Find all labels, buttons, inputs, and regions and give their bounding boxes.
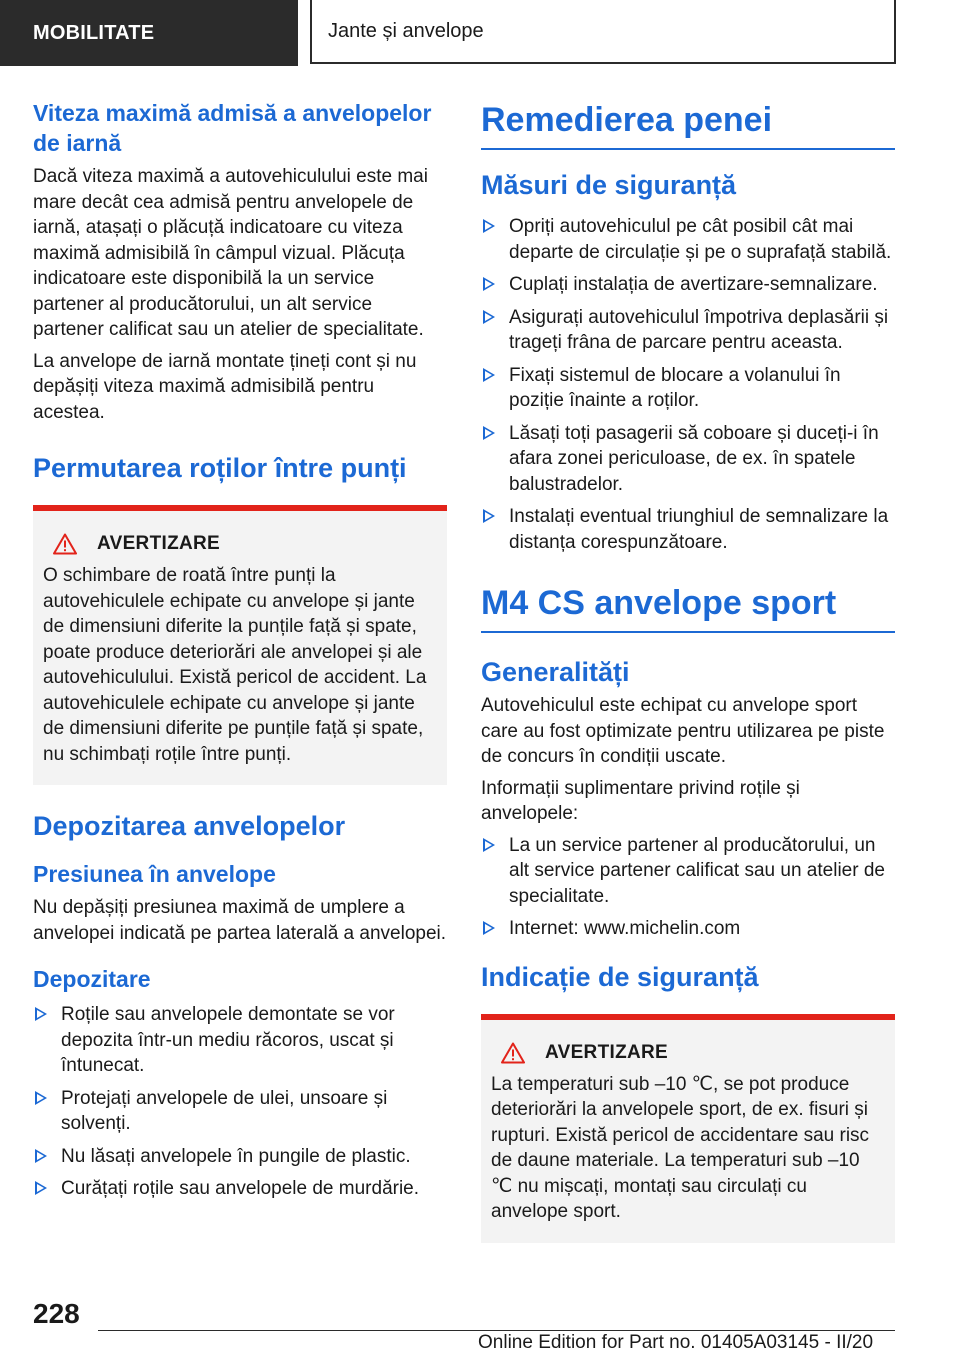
list-item: Internet: www.michelin.com <box>481 916 895 942</box>
list-item: Curățați roțile sau anvelopele de murdărie. <box>33 1176 447 1202</box>
header-section-label: MOBILITATE <box>33 21 155 44</box>
bullet-triangle-icon <box>483 838 495 852</box>
list-item: Fixați sistemul de blocare a volanului în poziție înainte a roților. <box>481 363 895 414</box>
winter-speed-paragraph-1: Dacă viteza maximă a autovehiculului este mai mare decât cea admisă pentru anvelopele de iarnă, atașați o plăcuță indicatoare cu viteza maximă admisibilă în câmpul vizual. Plăcuța indicatoare este disponibilă la un service partener al producătorului, un alt service partener calificat sau un atelier de specialitate. <box>33 166 428 340</box>
header-chapter-tab <box>310 0 896 64</box>
list-item: Instalați eventual triunghiul de semnalizare la distanța corespunzătoare. <box>481 504 895 555</box>
tire-storage-heading: Depozitarea anvelopelor <box>33 811 346 841</box>
warning-box-wheel-swap <box>33 505 447 785</box>
warning-triangle-icon <box>501 1042 525 1064</box>
wheel-swap-heading: Permutarea roților între punți <box>33 453 407 483</box>
bullet-triangle-icon <box>483 368 495 382</box>
list-item: Opriți autovehiculul pe cât posibil cât mai departe de circulație și pe o suprafață stabilă. <box>481 214 895 265</box>
tire-pressure-heading: Presiunea în anvelope <box>33 861 276 887</box>
page-number: 228 <box>33 1298 80 1329</box>
safety-measures-list <box>481 214 895 555</box>
general-paragraph-2: Informații suplimentare privind roțile și anvelopele: <box>481 777 800 824</box>
bullet-triangle-icon <box>35 1181 47 1195</box>
bullet-triangle-icon <box>35 1091 47 1105</box>
storage-subheading: Depozitare <box>33 966 151 992</box>
puncture-repair-heading: Remedierea penei <box>481 96 895 150</box>
list-item: La un service partener al producătorului, un alt service partener calificat sau un atelier de specialitate. <box>481 833 895 910</box>
warning-box-sport-tires <box>481 1014 895 1243</box>
storage-list <box>33 1002 447 1202</box>
bullet-triangle-icon <box>483 219 495 233</box>
bullet-triangle-icon <box>483 509 495 523</box>
safety-measures-heading: Măsuri de siguranță <box>481 170 737 200</box>
bullet-triangle-icon <box>483 426 495 440</box>
general-heading: Generalități <box>481 657 630 687</box>
right-column <box>481 96 895 1243</box>
winter-speed-paragraph-2: La anvelope de iarnă montate țineți cont și nu depășiți viteza maximă admisibilă pentru acestea. <box>33 350 417 423</box>
footer-divider <box>98 1330 895 1331</box>
list-item: Lăsați toți pasagerii să coboare și duceți-i în afara zonei periculoase, de ex. în spatele balustradelor. <box>481 421 895 498</box>
warning-text: La temperaturi sub –10 ℃, se pot produce deteriorări la anvelopele sport, de ex. fisuri și rupturi. Există pericol de accidentare sau risc de daune materiale. La temperaturi sub –10 ℃ nu mișcați, montați sau circulați cu anvelope sport. <box>491 1073 870 1222</box>
warning-triangle-icon <box>53 533 77 555</box>
warning-header <box>43 533 437 555</box>
list-item: Roțile sau anvelopele demontate se vor depozita într-un mediu răcoros, uscat și întunecat. <box>33 1002 447 1079</box>
list-item: Protejați anvelopele de ulei, unsoare și solvenți. <box>33 1086 447 1137</box>
general-info-list <box>481 833 895 942</box>
bullet-triangle-icon <box>35 1007 47 1021</box>
list-item: Asigurați autovehiculul împotriva deplasării și trageți frâna de parcare pentru aceasta. <box>481 305 895 356</box>
header-chapter-label: Jante și anvelope <box>328 19 484 42</box>
winter-speed-heading: Viteza maximă admisă a anvelopelor de iarnă <box>33 100 432 156</box>
m4-cs-sport-tires-heading: M4 CS anvelope sport <box>481 579 895 633</box>
footer-edition: Online Edition for Part no. 01405A03145 - II/20 <box>478 1332 874 1353</box>
tire-pressure-paragraph: Nu depășiți presiunea maximă de umplere a anvelopei indicată pe partea laterală a anvelopei. <box>33 897 447 944</box>
list-item: Nu lăsați anvelopele în pungile de plastic. <box>33 1144 447 1170</box>
bullet-triangle-icon <box>483 921 495 935</box>
warning-header <box>491 1042 885 1064</box>
header-section-tab <box>0 0 298 66</box>
left-column <box>33 98 447 1209</box>
bullet-triangle-icon <box>483 277 495 291</box>
bullet-triangle-icon <box>483 310 495 324</box>
warning-label: AVERTIZARE <box>97 533 220 554</box>
general-paragraph-1: Autovehiculul este echipat cu anvelope sport care au fost optimizate pentru utilizarea pe piste de concurs în condiții uscate. <box>481 695 885 767</box>
list-item: Cuplați instalația de avertizare-semnalizare. <box>481 272 895 298</box>
bullet-triangle-icon <box>35 1149 47 1163</box>
warning-text: O schimbare de roată între punți la autovehiculele echipate cu anvelope și jante de dimensiuni diferite la punțile față și spate, poate produce deteriorări ale anvelopei și ale autovehiculului. Există pericol de accident. La autovehiculele echipate cu anvelope și jante de dimensiuni diferite pe punțile față și spate, nu schimbați roțile între punți. <box>43 565 427 765</box>
warning-label: AVERTIZARE <box>545 1041 668 1063</box>
safety-note-heading: Indicație de siguranță <box>481 961 759 992</box>
